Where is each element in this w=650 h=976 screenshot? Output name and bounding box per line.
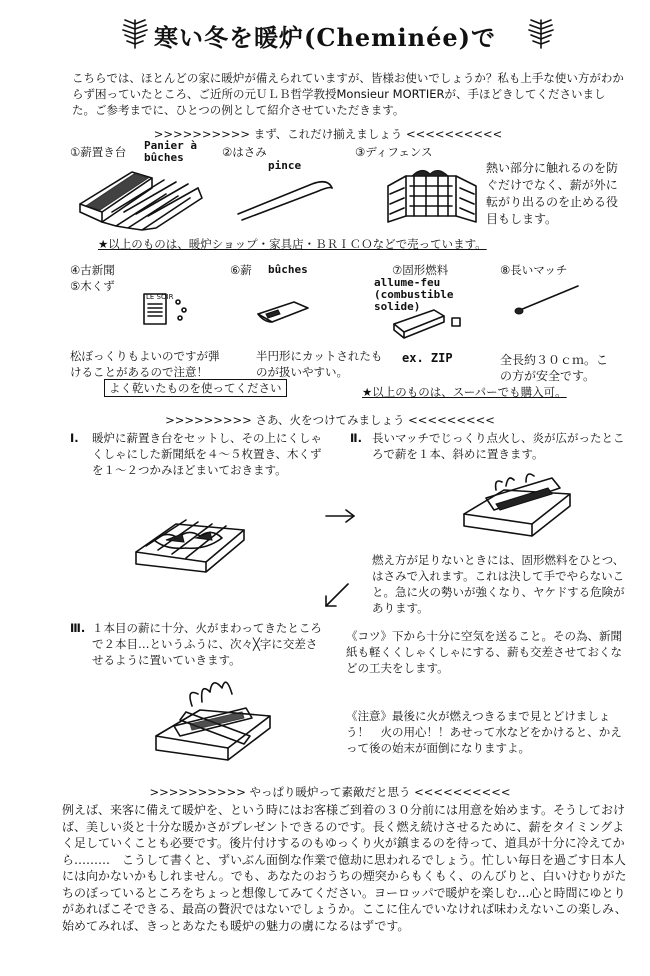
arrow-right-icon <box>324 508 358 524</box>
arrow-left-decoration: >>>>>>>>>> <box>149 785 246 799</box>
item6-label: ⑥薪 <box>230 263 252 277</box>
item7-french: allume-feu (combustible solide) <box>374 276 454 313</box>
tip-block <box>346 628 628 676</box>
section2-heading-text: さあ、火をつけてみましょう <box>255 413 405 427</box>
step2-note: 燃え方が足りないときには、固形燃料をひとつ、はさみで入れます。これは決して手でやらないこと。急に火の勢いが強くなり、ヤケドする危険があります。 <box>372 553 625 615</box>
closing-paragraph: 例えば、来客に備えて暖炉を、という時にはお客様ご到着の３０分前には用意を始めます。そうしておけば、美しい炎と十分な暖かさがプレゼントできるのです。長く燃え続けさせるために、薪をタイミングよく足していくことも必要です。後片付けするのもゆっくり火が鎮まるのを待って、道具が十分に冷えてから……… こうして書くと、ずいぶん面倒な作業で億劫に思われるでしょう。忙しい毎日を過ごす日本人には向かないかもしれません。でも、あなたのおうちの煙突からもくもく、のんびりと、白いけむりがたちのぼっているところをちょっと想像してみてください。ヨーロッパで暖炉を楽しむ…心と時間にゆとりがあればこそできる、最高の贅沢ではないでしょうか。ここに住んでいなければ味わえないこの楽しみ、始めてみれば、きっとあなたも暖炉の魅力の虜になるはずです。 <box>62 803 627 933</box>
newspaper-masthead: LE SOIR <box>146 293 174 301</box>
half-round-note: 半円形にカットされたものが扱いやすい。 <box>256 349 383 379</box>
half-log-illustration <box>254 296 314 326</box>
item2-label: ②はさみ <box>222 145 267 159</box>
item7-label: ⑦固形燃料 <box>392 263 449 277</box>
match-description: 全長約３０ｃｍ。この方が安全です。 <box>500 353 609 383</box>
arrow-right-decoration: <<<<<<<<<< <box>405 127 503 141</box>
tip-label: 《コツ》 <box>346 629 392 643</box>
step1-number: Ⅰ. <box>70 431 79 445</box>
step2-illustration <box>456 468 580 548</box>
intro-paragraph: こちらでは、ほとんどの家に暖炉が備えられていますが、皆様お使いでしょうか？私も上手な使い方がわからず困っていたところ、ご近所の元ＵＬＢ哲学教授Monsieur MORTIERが、手ほどきしてくださいました。ご参考までに、ひとつの例として紹介させていただきます。 <box>72 71 624 117</box>
arrow-left-decoration: >>>>>>>>>> <box>153 127 251 141</box>
arrow-right-decoration: <<<<<<<<<< <box>414 785 511 799</box>
section3-heading-text: やっぱり暖炉って素敵だと思う <box>249 785 411 799</box>
fire-screen-illustration <box>382 164 482 234</box>
arrow-left-decoration: >>>>>>>>> <box>165 413 252 427</box>
tongs-illustration <box>232 174 342 224</box>
caution-block <box>346 708 628 756</box>
item5-label: ⑤木くず <box>70 279 115 293</box>
section3-heading <box>110 784 550 800</box>
page-title: 寒い冬を暖炉(Cheminée)で <box>153 23 497 52</box>
item6-french: bûches <box>268 263 308 276</box>
arrow-down-left-icon <box>322 580 352 610</box>
item2-french: pince <box>268 159 302 172</box>
caution-text: 最後に火が燃えつきるまで見とどけましょう！ 火の用心！！あせって水などをかけると、かえって後の始末が面倒になりますよ。 <box>346 709 622 755</box>
step2-text: 長いマッチでじっくり点火し、炎が広がったところで薪を１本、斜めに置きます。 <box>372 431 625 461</box>
tip-text: 下から十分に空気を送ること。その為、新聞紙も軽くくしゃくしゃにする、薪も交差させておくなどの工夫をします。 <box>346 629 622 675</box>
wheat-ornament-right-icon <box>524 16 558 50</box>
long-match-illustration <box>510 280 584 320</box>
caution-label: 《注意》 <box>346 709 392 723</box>
item8-label: ⑧長いマッチ <box>500 263 568 277</box>
step3-text: １本目の薪に十分、火がまわってきたところで２本目…というふうに、次々╳字に交差させるように置いていきます。 <box>92 621 322 667</box>
item3-description: 熱い部分に触れるのを防ぐだけでなく、薪が外に転がり出るのを止める役目もします。 <box>486 161 619 226</box>
step1-illustration <box>126 500 256 580</box>
step3-number: Ⅲ. <box>70 621 86 635</box>
pinecone-note: 松ぼっくりもよいのですが弾けることがあるので注意！ <box>70 349 220 379</box>
section2-heading <box>120 412 540 428</box>
item4-label: ④古新聞 <box>70 263 115 277</box>
pinecone-warning-box: よく乾いたものを使ってください <box>104 379 287 397</box>
step1-text: 暖炉に薪置き台をセットし、その上にくしゃくしゃにした新聞紙を４～５枚置き、木くずを１～２つかみほどまいておきます。 <box>92 431 322 477</box>
log-holder-illustration <box>72 164 212 234</box>
note-shops: ★以上のものは、暖炉ショップ・家具店・ＢＲＩＣＯなどで売っています。 <box>98 237 487 251</box>
fire-starter-illustration <box>390 302 470 344</box>
step3-illustration <box>146 672 282 772</box>
section1-heading-text: まず、これだけ揃えましょう <box>253 127 403 141</box>
item1-french: Panier à bûches <box>144 139 197 164</box>
step2-number: Ⅱ. <box>350 431 362 445</box>
note-supermarket: ★以上のものは、スーパーでも購入可。 <box>362 385 567 399</box>
item3-label: ③ディフェンス <box>355 145 433 159</box>
arrow-right-decoration: <<<<<<<<< <box>408 413 495 427</box>
fire-starter-brands: ex. ZIP <box>402 351 453 365</box>
item1-label: ①薪置き台 <box>70 145 127 159</box>
